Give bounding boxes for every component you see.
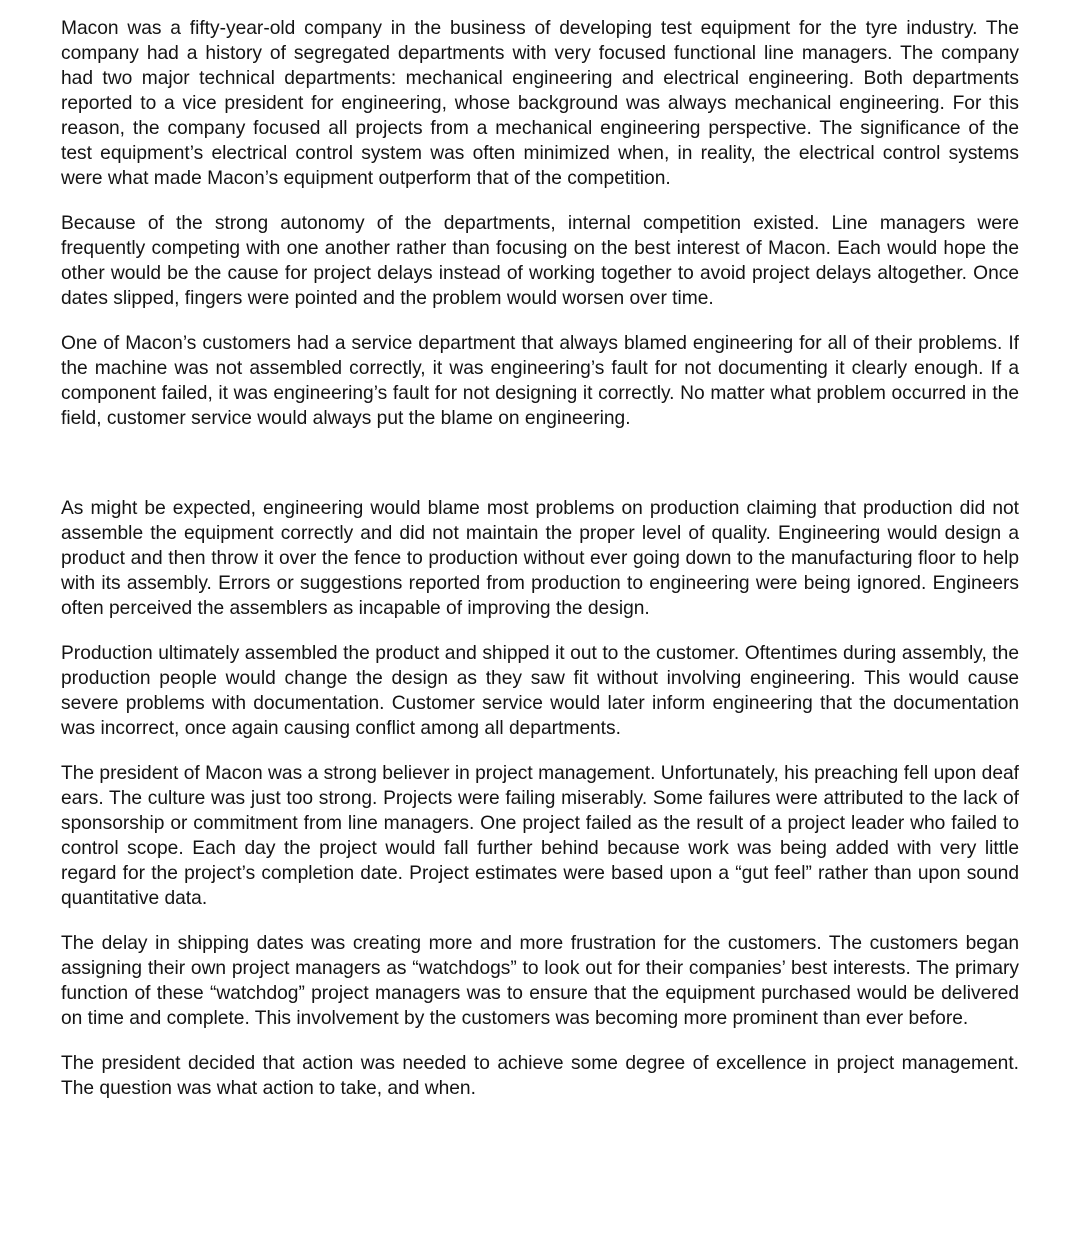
document-page xyxy=(61,16,1019,1121)
paragraph-company-background: Macon was a fifty-year-old company in the business of developing test equipment for the tyre industry. The company had a history of segregated departments with very focused functional line managers. The company had two major technical departments: mechanical engineering and electrical engineering. Both departments reported to a vice president for engineering, whose background was always mechanical engineering. For this reason, the company focused all projects from a mechanical engineering perspective. The significance of the test equipment’s electrical control system was often minimized when, in reality, the electrical control systems were what made Macon’s equipment outperform that of the competition. xyxy=(61,18,1019,189)
paragraph-engineering-blames-production: As might be expected, engineering would blame most problems on production claiming that production did not assemble the equipment correctly and did not maintain the proper level of quality. Engineering would design a product and then throw it over the fence to production without ever going down to the manufacturing floor to help with its assembly. Errors or suggestions reported from production to engineering were being ignored. Engineers often perceived the assemblers as incapable of improving the design. xyxy=(61,498,1019,619)
paragraph-internal-competition: Because of the strong autonomy of the departments, internal competition existed. Line managers were frequently competing with one another rather than focusing on the best interest of Macon. Each would hope the other would be the cause for project delays instead of working together to avoid project delays altogether. Once dates slipped, fingers were pointed and the problem would worsen over time. xyxy=(61,213,1019,309)
paragraph-production-changes: Production ultimately assembled the product and shipped it out to the customer. Oftentimes during assembly, the production people would change the design as they saw fit without involving engineering. This would cause severe problems with documentation. Customer service would later inform engineering that the documentation was incorrect, once again causing conflict among all departments. xyxy=(61,643,1019,739)
paragraph-customer-service-blame: One of Macon’s customers had a service department that always blamed engineering for all of their problems. If the machine was not assembled correctly, it was engineering’s fault for not documenting it clearly enough. If a component failed, it was engineering’s fault for not designing it correctly. No matter what problem occurred in the field, customer service would always put the blame on engineering. xyxy=(61,333,1019,429)
paragraph-president-decision: The president decided that action was needed to achieve some degree of excellence in project management. The question was what action to take, and when. xyxy=(61,1053,1019,1099)
paragraph-president-project-management: The president of Macon was a strong believer in project management. Unfortunately, his preaching fell upon deaf ears. The culture was just too strong. Projects were failing miserably. Some failures were attributed to the lack of sponsorship or commitment from line managers. One project failed as the result of a project leader who failed to control scope. Each day the project would fall further behind because work was being added with very little regard for the project’s completion date. Project estimates were based upon a “gut feel” rather than upon sound quantitative data. xyxy=(61,763,1019,909)
paragraph-customer-watchdogs: The delay in shipping dates was creating more and more frustration for the customers. The customers began assigning their own project managers as “watchdogs” to look out for their companies’ best interests. The primary function of these “watchdog” project managers was to ensure that the equipment purchased would be delivered on time and complete. This involvement by the customers was becoming more prominent than ever before. xyxy=(61,933,1019,1029)
